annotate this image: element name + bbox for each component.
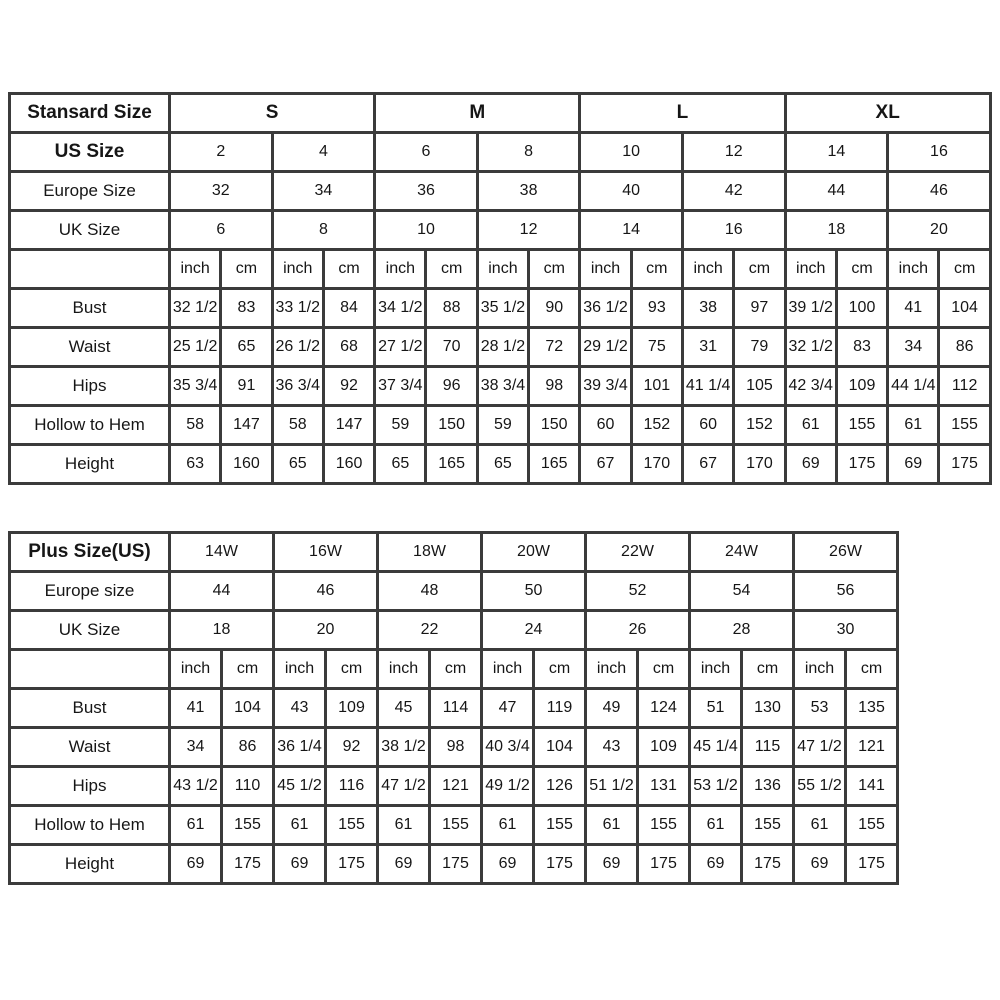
table-row [10, 211, 991, 250]
table-cell: 24W [690, 533, 794, 572]
row-label: UK Size [10, 611, 170, 650]
table-row [10, 172, 991, 211]
table-cell: 147 [221, 406, 272, 445]
table-cell: 14 [580, 211, 683, 250]
table-cell: 16W [274, 533, 378, 572]
table-cell: 14 [785, 133, 888, 172]
table-cell: 155 [326, 806, 378, 845]
table-cell: cm [939, 250, 990, 289]
table-cell: inch [274, 650, 326, 689]
row-label: Height [10, 845, 170, 884]
table-cell: 175 [222, 845, 274, 884]
table-cell: cm [742, 650, 794, 689]
row-label: UK Size [10, 211, 170, 250]
table-cell: 175 [326, 845, 378, 884]
table-cell: 36 3/4 [272, 367, 323, 406]
table-cell: 36 [375, 172, 478, 211]
table-cell: 50 [482, 572, 586, 611]
table-cell: 72 [529, 328, 580, 367]
table-cell: 38 1/2 [378, 728, 430, 767]
table-cell: 61 [785, 406, 836, 445]
table-cell: 41 1/4 [682, 367, 733, 406]
row-label: Bust [10, 289, 170, 328]
table-cell: 60 [580, 406, 631, 445]
table-cell: 38 [477, 172, 580, 211]
table-cell: inch [586, 650, 638, 689]
table-cell: 69 [482, 845, 534, 884]
row-label [10, 250, 170, 289]
table-cell: 45 [378, 689, 430, 728]
table-cell: 110 [222, 767, 274, 806]
table-row [10, 650, 898, 689]
table-cell: 59 [375, 406, 426, 445]
table-row [10, 533, 898, 572]
table-cell: inch [482, 650, 534, 689]
table-row [10, 94, 991, 133]
table-cell: cm [734, 250, 785, 289]
table-cell: 36 1/4 [274, 728, 326, 767]
table-cell: 69 [794, 845, 846, 884]
row-label: Europe Size [10, 172, 170, 211]
table-cell: 16 [682, 211, 785, 250]
table-cell: 65 [477, 445, 528, 484]
table-cell: 28 [690, 611, 794, 650]
table-cell: 34 [888, 328, 939, 367]
row-label: Stansard Size [10, 94, 170, 133]
table-cell: 49 [586, 689, 638, 728]
table-cell: 97 [734, 289, 785, 328]
table-cell: inch [477, 250, 528, 289]
table-cell: inch [378, 650, 430, 689]
table-cell: 155 [534, 806, 586, 845]
table-cell: 40 3/4 [482, 728, 534, 767]
standard-size-table [8, 92, 992, 485]
table-cell: 53 1/2 [690, 767, 742, 806]
table-cell: 147 [323, 406, 374, 445]
table-cell: inch [888, 250, 939, 289]
row-label: Hollow to Hem [10, 406, 170, 445]
table-cell: 46 [888, 172, 991, 211]
table-cell: cm [638, 650, 690, 689]
table-cell: 109 [836, 367, 887, 406]
row-label: Europe size [10, 572, 170, 611]
table-cell: 49 1/2 [482, 767, 534, 806]
table-cell: 155 [638, 806, 690, 845]
row-label [10, 650, 170, 689]
table-cell: 2 [170, 133, 273, 172]
table-row [10, 611, 898, 650]
table-cell: 41 [170, 689, 222, 728]
table-cell: 30 [794, 611, 898, 650]
table-cell: 32 1/2 [785, 328, 836, 367]
size-group-cell: S [170, 94, 375, 133]
row-label: Bust [10, 689, 170, 728]
table-cell: 43 [274, 689, 326, 728]
row-label: Waist [10, 328, 170, 367]
table-row [10, 289, 991, 328]
table-cell: 12 [477, 211, 580, 250]
table-cell: 69 [586, 845, 638, 884]
table-cell: 24 [482, 611, 586, 650]
table-cell: 32 [170, 172, 273, 211]
table-cell: 14W [170, 533, 274, 572]
table-cell: 61 [794, 806, 846, 845]
table-cell: 67 [682, 445, 733, 484]
table-row [10, 572, 898, 611]
table-cell: 92 [323, 367, 374, 406]
table-cell: 22W [586, 533, 690, 572]
table-cell: 67 [580, 445, 631, 484]
table-cell: 61 [170, 806, 222, 845]
table-cell: 46 [274, 572, 378, 611]
table-cell: 47 [482, 689, 534, 728]
table-cell: 43 1/2 [170, 767, 222, 806]
table-cell: 88 [426, 289, 477, 328]
table-cell: inch [682, 250, 733, 289]
table-cell: 29 1/2 [580, 328, 631, 367]
row-label: Plus Size(US) [10, 533, 170, 572]
table-cell: 141 [846, 767, 898, 806]
table-cell: 35 1/2 [477, 289, 528, 328]
table-cell: 119 [534, 689, 586, 728]
table-cell: 155 [836, 406, 887, 445]
table-cell: 175 [939, 445, 990, 484]
table-cell: 130 [742, 689, 794, 728]
table-cell: 36 1/2 [580, 289, 631, 328]
table-cell: 43 [586, 728, 638, 767]
table-cell: 22 [378, 611, 482, 650]
table-cell: inch [785, 250, 836, 289]
table-cell: 160 [221, 445, 272, 484]
table-cell: 115 [742, 728, 794, 767]
table-cell: inch [690, 650, 742, 689]
table-cell: 16 [888, 133, 991, 172]
table-cell: 58 [170, 406, 221, 445]
table-cell: 39 3/4 [580, 367, 631, 406]
table-cell: 8 [272, 211, 375, 250]
table-cell: 155 [742, 806, 794, 845]
table-cell: 165 [426, 445, 477, 484]
table-cell: 69 [274, 845, 326, 884]
table-cell: 47 1/2 [794, 728, 846, 767]
table-cell: 65 [375, 445, 426, 484]
table-cell: 116 [326, 767, 378, 806]
table-cell: 12 [682, 133, 785, 172]
table-cell: 93 [631, 289, 682, 328]
table-cell: cm [222, 650, 274, 689]
table-cell: inch [794, 650, 846, 689]
table-cell: 61 [690, 806, 742, 845]
table-cell: cm [534, 650, 586, 689]
table-cell: cm [836, 250, 887, 289]
table-cell: 175 [638, 845, 690, 884]
table-cell: 69 [690, 845, 742, 884]
table-cell: 152 [631, 406, 682, 445]
table-cell: 33 1/2 [272, 289, 323, 328]
table-cell: 155 [846, 806, 898, 845]
table-cell: 83 [836, 328, 887, 367]
row-label: US Size [10, 133, 170, 172]
table-cell: cm [846, 650, 898, 689]
table-cell: 101 [631, 367, 682, 406]
table-cell: 27 1/2 [375, 328, 426, 367]
table-cell: inch [170, 650, 222, 689]
table-cell: cm [323, 250, 374, 289]
table-cell: 31 [682, 328, 733, 367]
table-cell: 61 [586, 806, 638, 845]
table-cell: 65 [272, 445, 323, 484]
table-row [10, 845, 898, 884]
table-cell: 114 [430, 689, 482, 728]
table-cell: 26W [794, 533, 898, 572]
table-cell: 39 1/2 [785, 289, 836, 328]
table-cell: 75 [631, 328, 682, 367]
table-cell: 175 [430, 845, 482, 884]
table-cell: 18 [170, 611, 274, 650]
table-cell: 51 [690, 689, 742, 728]
table-cell: 135 [846, 689, 898, 728]
table-cell: 91 [221, 367, 272, 406]
table-cell: 38 3/4 [477, 367, 528, 406]
table-cell: 165 [529, 445, 580, 484]
table-cell: 18 [785, 211, 888, 250]
table-cell: 10 [580, 133, 683, 172]
table-cell: 25 1/2 [170, 328, 221, 367]
table-cell: 105 [734, 367, 785, 406]
table-cell: 44 [785, 172, 888, 211]
table-cell: 55 1/2 [794, 767, 846, 806]
table-cell: 160 [323, 445, 374, 484]
table-cell: 34 1/2 [375, 289, 426, 328]
table-cell: 52 [586, 572, 690, 611]
table-row [10, 767, 898, 806]
row-label: Hips [10, 767, 170, 806]
table-cell: 44 1/4 [888, 367, 939, 406]
table-cell: 155 [939, 406, 990, 445]
row-label: Waist [10, 728, 170, 767]
table-cell: inch [375, 250, 426, 289]
table-cell: 54 [690, 572, 794, 611]
table-cell: inch [170, 250, 221, 289]
table-cell: cm [631, 250, 682, 289]
table-cell: 58 [272, 406, 323, 445]
table-cell: cm [529, 250, 580, 289]
table-cell: 26 1/2 [272, 328, 323, 367]
table-cell: 20 [274, 611, 378, 650]
table-cell: 6 [170, 211, 273, 250]
table-cell: 150 [529, 406, 580, 445]
table-cell: 175 [836, 445, 887, 484]
table-cell: 98 [529, 367, 580, 406]
table-cell: 126 [534, 767, 586, 806]
table-cell: 175 [534, 845, 586, 884]
table-cell: 79 [734, 328, 785, 367]
table-cell: 42 3/4 [785, 367, 836, 406]
table-row [10, 406, 991, 445]
table-cell: 86 [222, 728, 274, 767]
table-cell: 61 [482, 806, 534, 845]
table-cell: 83 [221, 289, 272, 328]
table-cell: 40 [580, 172, 683, 211]
table-cell: 42 [682, 172, 785, 211]
table-cell: inch [272, 250, 323, 289]
table-cell: 175 [742, 845, 794, 884]
table-row [10, 328, 991, 367]
table-cell: 37 3/4 [375, 367, 426, 406]
table-cell: 100 [836, 289, 887, 328]
table-cell: 69 [378, 845, 430, 884]
table-cell: 45 1/2 [274, 767, 326, 806]
table-cell: 59 [477, 406, 528, 445]
table-cell: 4 [272, 133, 375, 172]
table-cell: cm [221, 250, 272, 289]
table-cell: 34 [272, 172, 375, 211]
table-cell: 155 [430, 806, 482, 845]
table-cell: 121 [430, 767, 482, 806]
table-cell: 69 [888, 445, 939, 484]
table-cell: 136 [742, 767, 794, 806]
row-label: Hips [10, 367, 170, 406]
table-cell: 70 [426, 328, 477, 367]
table-cell: 34 [170, 728, 222, 767]
table-row [10, 250, 991, 289]
table-cell: 32 1/2 [170, 289, 221, 328]
table-cell: 104 [222, 689, 274, 728]
table-cell: 8 [477, 133, 580, 172]
table-cell: 155 [222, 806, 274, 845]
table-cell: 26 [586, 611, 690, 650]
table-cell: 20W [482, 533, 586, 572]
table-row [10, 133, 991, 172]
table-cell: 61 [888, 406, 939, 445]
table-cell: 104 [534, 728, 586, 767]
table-cell: 121 [846, 728, 898, 767]
table-cell: 20 [888, 211, 991, 250]
table-cell: 61 [274, 806, 326, 845]
plus-size-table [8, 531, 899, 885]
table-cell: 69 [785, 445, 836, 484]
size-group-cell: L [580, 94, 785, 133]
table-row [10, 445, 991, 484]
table-cell: 10 [375, 211, 478, 250]
table-cell: cm [426, 250, 477, 289]
table-cell: 60 [682, 406, 733, 445]
table-cell: 152 [734, 406, 785, 445]
table-cell: 6 [375, 133, 478, 172]
table-cell: 56 [794, 572, 898, 611]
size-group-cell: M [375, 94, 580, 133]
table-cell: 28 1/2 [477, 328, 528, 367]
row-label: Hollow to Hem [10, 806, 170, 845]
table-cell: 104 [939, 289, 990, 328]
table-cell: 44 [170, 572, 274, 611]
row-label: Height [10, 445, 170, 484]
table-cell: 96 [426, 367, 477, 406]
table-row [10, 689, 898, 728]
table-cell: 92 [326, 728, 378, 767]
table-cell: 69 [170, 845, 222, 884]
table-cell: 41 [888, 289, 939, 328]
table-cell: 84 [323, 289, 374, 328]
table-cell: 65 [221, 328, 272, 367]
table-cell: 38 [682, 289, 733, 328]
table-cell: cm [326, 650, 378, 689]
table-cell: 51 1/2 [586, 767, 638, 806]
table-cell: 45 1/4 [690, 728, 742, 767]
table-cell: 175 [846, 845, 898, 884]
table-cell: 61 [378, 806, 430, 845]
table-row [10, 367, 991, 406]
table-cell: 150 [426, 406, 477, 445]
table-cell: 112 [939, 367, 990, 406]
table-row [10, 806, 898, 845]
table-cell: 170 [734, 445, 785, 484]
table-cell: 63 [170, 445, 221, 484]
table-cell: 170 [631, 445, 682, 484]
table-cell: 68 [323, 328, 374, 367]
table-cell: 53 [794, 689, 846, 728]
table-row [10, 728, 898, 767]
table-cell: 47 1/2 [378, 767, 430, 806]
table-cell: 35 3/4 [170, 367, 221, 406]
size-group-cell: XL [785, 94, 990, 133]
table-cell: cm [430, 650, 482, 689]
table-cell: 109 [638, 728, 690, 767]
table-cell: 18W [378, 533, 482, 572]
table-cell: 109 [326, 689, 378, 728]
table-cell: 98 [430, 728, 482, 767]
table-cell: inch [580, 250, 631, 289]
table-cell: 48 [378, 572, 482, 611]
table-cell: 86 [939, 328, 990, 367]
table-cell: 124 [638, 689, 690, 728]
table-cell: 131 [638, 767, 690, 806]
table-cell: 90 [529, 289, 580, 328]
